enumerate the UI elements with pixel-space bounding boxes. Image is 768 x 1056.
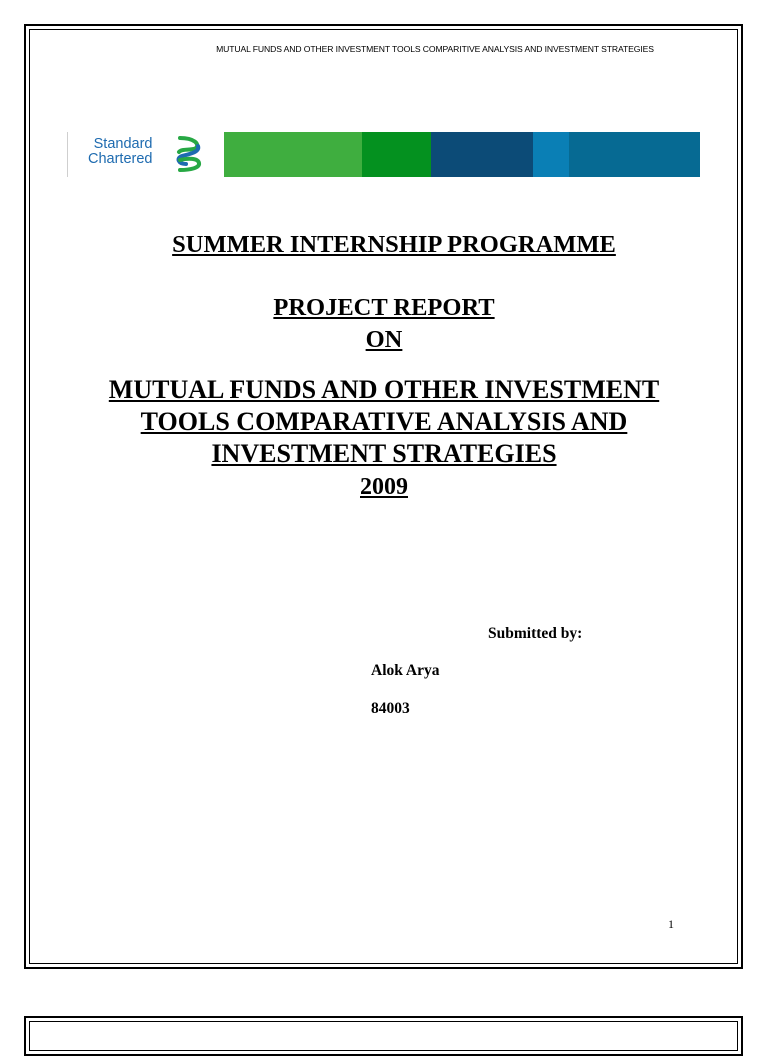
report-title: PROJECT REPORT	[273, 294, 495, 321]
next-page-frame-inner-border	[29, 1021, 738, 1051]
color-bar-segment	[362, 132, 431, 177]
programme-title: SUMMER INTERNSHIP PROGRAMME	[172, 231, 616, 258]
logo-line-2: Chartered	[88, 151, 153, 167]
running-header: MUTUAL FUNDS AND OTHER INVESTMENT TOOLS COMPARITIVE ANALYSIS AND INVESTMENT STRATEGIES	[216, 44, 654, 54]
color-bar-segment	[431, 132, 533, 177]
author-name: Alok Arya	[371, 662, 440, 679]
roll-number: 84003	[371, 700, 410, 717]
standard-chartered-logo	[67, 132, 218, 177]
color-bar-segment	[224, 132, 362, 177]
color-bar-segment	[569, 132, 700, 177]
next-page-frame	[24, 1016, 743, 1056]
report-year: 2009	[360, 474, 408, 500]
brand-color-bar	[224, 132, 700, 177]
subject-line-2: TOOLS COMPARATIVE ANALYSIS AND	[140, 407, 628, 436]
subject-line-3: INVESTMENT STRATEGIES	[211, 439, 557, 468]
subject-line-1: MUTUAL FUNDS AND OTHER INVESTMENT	[108, 375, 660, 404]
page-number: 1	[668, 917, 674, 931]
color-bar-segment	[533, 132, 569, 177]
submitted-by-label: Submitted by:	[488, 625, 583, 642]
report-on: ON	[365, 326, 403, 353]
logo-wordmark	[88, 137, 152, 167]
logo-line-1: Standard	[93, 136, 153, 152]
standard-chartered-logo-icon	[174, 136, 204, 172]
